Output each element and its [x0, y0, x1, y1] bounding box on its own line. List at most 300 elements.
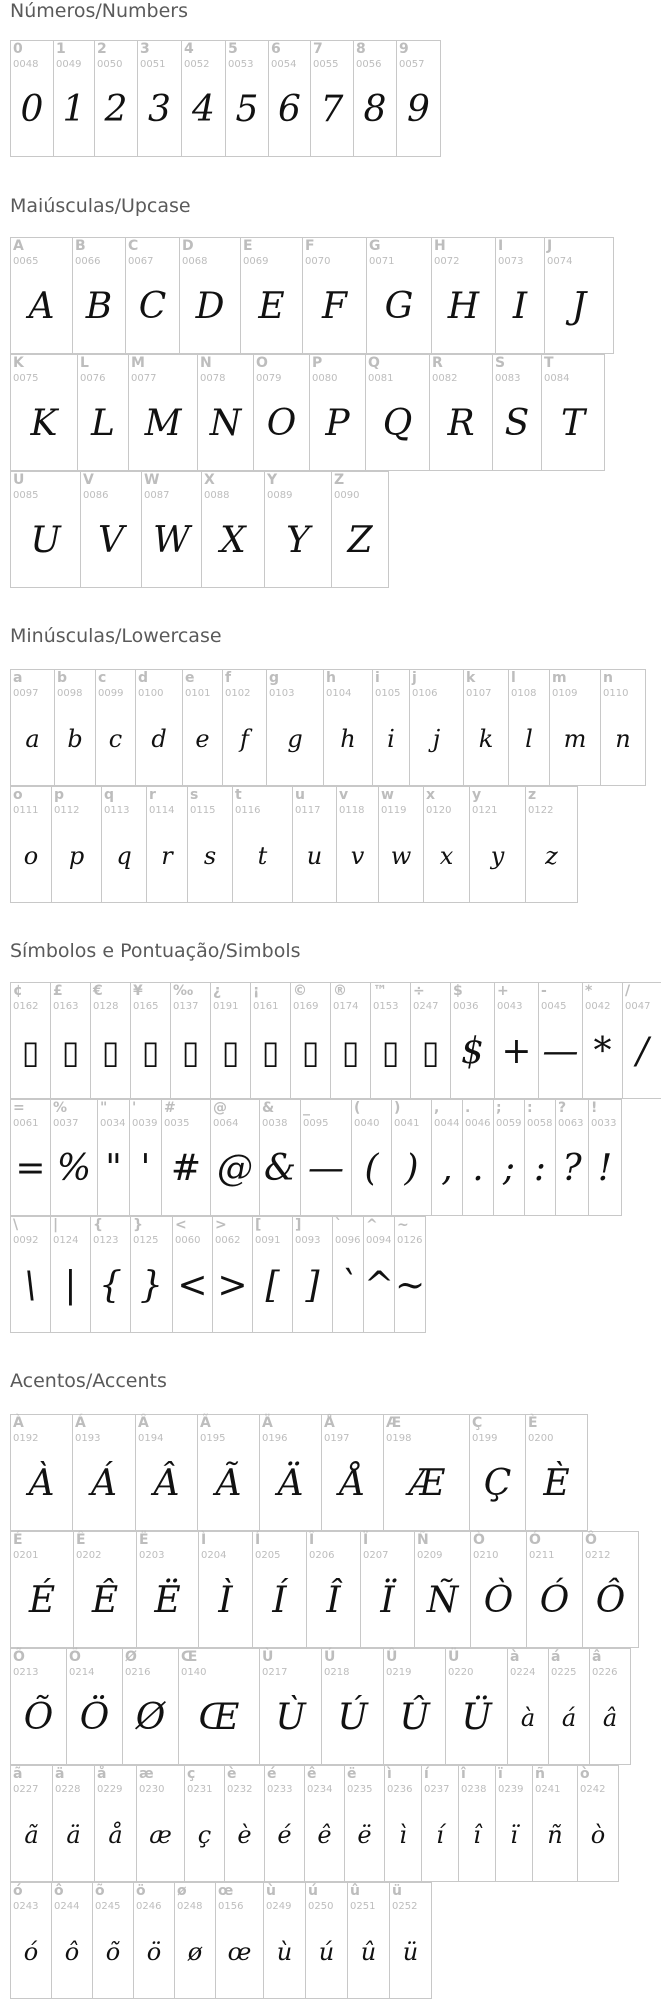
- glyph-char-label: 0: [13, 41, 23, 57]
- glyph-cell: [300, 1099, 352, 1216]
- glyph-sample: C: [138, 286, 167, 327]
- glyph-sample: /: [636, 1031, 649, 1072]
- glyph-cell: [141, 471, 202, 588]
- glyph-sample: #: [170, 1148, 202, 1189]
- glyph-char-label: `: [335, 1217, 342, 1233]
- glyph-cell: [268, 40, 311, 157]
- glyph-char-label: ÷: [413, 983, 425, 999]
- glyph-char-label: a: [13, 670, 23, 686]
- glyph-row: [10, 1882, 431, 1999]
- glyph-sample: ▯: [221, 1033, 240, 1071]
- glyph-cell: [240, 237, 303, 354]
- glyph-cell: [125, 237, 180, 354]
- glyph-sample: õ: [105, 1938, 121, 1966]
- glyph-sample: ;: [502, 1148, 516, 1189]
- glyph-cell: [146, 786, 188, 903]
- glyph-cell: [224, 1765, 265, 1882]
- glyph-char-label: ¢: [13, 983, 23, 999]
- glyph-sample: í: [436, 1821, 444, 1849]
- glyph-sample: ▯: [341, 1033, 360, 1071]
- glyph-cell: [555, 1099, 589, 1216]
- glyph-char-label: Ù: [262, 1649, 274, 1665]
- glyph-char-label: Ò: [473, 1532, 485, 1548]
- glyph-char-label: Y: [267, 472, 278, 488]
- glyph-code: 0074: [547, 256, 573, 267]
- glyph-cell: [215, 1882, 264, 1999]
- glyph-char-label: ,: [434, 1100, 440, 1116]
- glyph-code: 0192: [13, 1433, 39, 1444]
- glyph-sample: f: [240, 725, 249, 753]
- glyph-row: [10, 1414, 587, 1531]
- glyph-sample: S: [504, 403, 530, 444]
- glyph-char-label: Ï: [363, 1532, 369, 1548]
- glyph-code: 0064: [213, 1118, 239, 1129]
- glyph-sample: ï: [510, 1821, 518, 1849]
- glyph-code: 0042: [585, 1001, 611, 1012]
- glyph-cell: [493, 1099, 525, 1216]
- glyph-code: 0161: [253, 1001, 279, 1012]
- glyph-code: 0087: [144, 490, 170, 501]
- glyph-cell: [391, 1099, 432, 1216]
- glyph-code: 0095: [303, 1118, 329, 1129]
- glyph-char-label: ~: [397, 1217, 409, 1233]
- glyph-sample: Â: [153, 1463, 180, 1504]
- glyph-char-label: 8: [356, 41, 366, 57]
- glyph-sample: V: [98, 520, 124, 561]
- glyph-char-label: 4: [184, 41, 194, 57]
- glyph-code: 0165: [133, 1001, 159, 1012]
- glyph-sample: c: [108, 725, 123, 753]
- glyph-sample: 3: [148, 89, 171, 130]
- glyph-sample: O: [266, 403, 297, 444]
- glyph-char-label: ?: [558, 1100, 567, 1116]
- glyph-char-label: O: [256, 355, 268, 371]
- glyph-sample: Ä: [277, 1463, 304, 1504]
- glyph-code: 0067: [128, 256, 154, 267]
- glyph-char-label: Ö: [69, 1649, 81, 1665]
- glyph-cell: [50, 982, 91, 1099]
- glyph-char-label: S: [495, 355, 506, 371]
- glyph-sample: G: [384, 286, 414, 327]
- glyph-code: 0055: [313, 59, 339, 70]
- glyph-code: 0100: [138, 688, 164, 699]
- glyph-cell: [182, 669, 223, 786]
- glyph-sample: ö: [146, 1938, 162, 1966]
- glyph-cell: [210, 982, 251, 1099]
- glyph-sample: D: [195, 286, 225, 327]
- glyph-code: 0194: [138, 1433, 164, 1444]
- glyph-cell: [290, 982, 331, 1099]
- glyph-cell: [10, 1531, 74, 1648]
- glyph-char-label: ': [132, 1100, 137, 1116]
- glyph-sample: r: [161, 842, 173, 870]
- glyph-sample: Ô: [595, 1580, 626, 1621]
- glyph-sample: ▯: [21, 1033, 40, 1071]
- glyph-code: 0213: [13, 1667, 39, 1678]
- glyph-cell: [10, 1099, 51, 1216]
- glyph-cell: [197, 354, 254, 471]
- glyph-cell: [259, 1099, 301, 1216]
- glyph-char-label: m: [552, 670, 567, 686]
- glyph-char-label: C: [128, 238, 139, 254]
- glyph-cell: [305, 1882, 348, 1999]
- glyph-cell: [351, 1099, 392, 1216]
- glyph-sample: Ç: [483, 1463, 512, 1504]
- glyph-cell: [494, 982, 539, 1099]
- glyph-code: 0216: [125, 1667, 151, 1678]
- glyph-code: 0235: [347, 1784, 373, 1795]
- glyph-code: 0056: [356, 59, 382, 70]
- glyph-sample: ▯: [301, 1033, 320, 1071]
- glyph-cell: [344, 1765, 385, 1882]
- glyph-char-label: j: [412, 670, 417, 686]
- glyph-cell: [51, 1882, 93, 1999]
- glyph-cell: [187, 786, 233, 903]
- glyph-cell: [136, 1765, 185, 1882]
- glyph-sample: :: [533, 1148, 547, 1189]
- glyph-code: 0072: [434, 256, 460, 267]
- glyph-code: 0196: [262, 1433, 288, 1444]
- glyph-cell: [538, 982, 583, 1099]
- glyph-char-label: å: [97, 1766, 107, 1782]
- glyph-sample: É: [28, 1580, 56, 1621]
- glyph-sample: ø: [187, 1938, 203, 1966]
- glyph-sample: h: [340, 725, 356, 753]
- glyph-char-label: ó: [13, 1883, 23, 1899]
- glyph-char-label: Õ: [13, 1649, 25, 1665]
- glyph-row: [10, 669, 645, 786]
- glyph-code: 0071: [369, 256, 395, 267]
- glyph-cell: [266, 669, 324, 786]
- glyph-sample: ▯: [61, 1033, 80, 1071]
- glyph-char-label: .: [465, 1100, 471, 1116]
- glyph-cell: [253, 354, 310, 471]
- glyph-sample: Ï: [380, 1580, 395, 1621]
- glyph-sample: 1: [62, 89, 86, 130]
- glyph-sample: È: [543, 1463, 570, 1504]
- glyph-char-label: *: [585, 983, 593, 999]
- glyph-sample: ~: [395, 1265, 425, 1306]
- glyph-cell: [135, 1414, 198, 1531]
- glyph-cell: [51, 786, 102, 903]
- glyph-sample: +: [501, 1031, 532, 1072]
- glyph-cell: [72, 237, 126, 354]
- glyph-code: 0241: [535, 1784, 561, 1795]
- glyph-code: 0051: [140, 59, 166, 70]
- glyph-char-label: Z: [334, 472, 345, 488]
- glyph-char-label: e: [185, 670, 195, 686]
- glyph-cell: [577, 1765, 619, 1882]
- glyph-char-label: ]: [295, 1217, 302, 1233]
- glyph-char-label: X: [204, 472, 215, 488]
- glyph-cell: [302, 237, 367, 354]
- glyph-code: 0200: [528, 1433, 554, 1444]
- glyph-sample: F: [322, 286, 347, 327]
- glyph-cell: [174, 1882, 216, 1999]
- glyph-cell: [582, 1531, 639, 1648]
- glyph-char-label: ô: [54, 1883, 64, 1899]
- glyph-code: 0040: [354, 1118, 380, 1129]
- glyph-code: 0070: [305, 256, 331, 267]
- glyph-code: 0198: [386, 1433, 412, 1444]
- glyph-cell: [600, 669, 646, 786]
- glyph-cell: [178, 1648, 260, 1765]
- glyph-char-label: @: [213, 1100, 227, 1116]
- glyph-sample: ▯: [141, 1033, 160, 1071]
- glyph-code: 0237: [424, 1784, 450, 1795]
- glyph-cell: [532, 1765, 578, 1882]
- glyph-cell: [10, 982, 51, 1099]
- glyph-char-label: q: [104, 787, 115, 803]
- glyph-code: 0038: [262, 1118, 288, 1129]
- glyph-row: [10, 1648, 630, 1765]
- glyph-cell: [161, 1099, 211, 1216]
- glyph-code: 0045: [541, 1001, 567, 1012]
- glyph-sample: i: [387, 725, 395, 753]
- glyph-code: 0245: [95, 1901, 121, 1912]
- section-title-upcase: Maiúsculas/Upcase: [10, 195, 191, 217]
- glyph-cell: [421, 1765, 459, 1882]
- glyph-sample: î: [473, 1821, 481, 1849]
- glyph-cell: [304, 1765, 345, 1882]
- glyph-code: 0199: [472, 1433, 498, 1444]
- glyph-cell: [97, 1099, 130, 1216]
- glyph-cell: [94, 40, 138, 157]
- glyph-code: 0212: [585, 1550, 611, 1561]
- glyph-row: [10, 1531, 638, 1648]
- glyph-cell: [52, 1765, 95, 1882]
- glyph-cell: [394, 1216, 426, 1333]
- glyph-char-label: ): [394, 1100, 401, 1116]
- glyph-cell: [310, 40, 354, 157]
- glyph-cell: [524, 1099, 556, 1216]
- glyph-code: 0080: [312, 373, 338, 384]
- glyph-char-label: b: [57, 670, 68, 686]
- glyph-char-label: E: [243, 238, 253, 254]
- glyph-sample: 0: [20, 89, 44, 130]
- glyph-sample: v: [350, 842, 365, 870]
- glyph-sample: è: [237, 1821, 252, 1849]
- glyph-sample: ó: [23, 1938, 39, 1966]
- glyph-code: 0153: [373, 1001, 399, 1012]
- glyph-cell: [323, 669, 373, 786]
- glyph-code: 0076: [80, 373, 106, 384]
- glyph-char-label: ç: [187, 1766, 196, 1782]
- glyph-sample: 2: [104, 89, 128, 130]
- glyph-sample: —: [542, 1031, 579, 1072]
- glyph-code: 0121: [472, 805, 498, 816]
- glyph-code: 0174: [333, 1001, 359, 1012]
- glyph-char-label: Î: [309, 1532, 315, 1548]
- glyph-sample: û: [360, 1938, 377, 1966]
- glyph-code: 0248: [177, 1901, 203, 1912]
- glyph-cell: [73, 1531, 137, 1648]
- glyph-cell: [383, 1648, 446, 1765]
- glyph-sample: U: [30, 520, 61, 561]
- glyph-code: 0197: [324, 1433, 350, 1444]
- glyph-code: 0243: [13, 1901, 39, 1912]
- glyph-cell: [378, 786, 424, 903]
- glyph-sample: Î: [326, 1580, 341, 1621]
- glyph-char-label: g: [269, 670, 280, 686]
- glyph-row: [10, 1765, 618, 1882]
- glyph-cell: [122, 1648, 179, 1765]
- glyph-char-label: Ä: [262, 1415, 273, 1431]
- glyph-sample: B: [85, 286, 113, 327]
- glyph-char-label: /: [625, 983, 631, 999]
- glyph-code: 0083: [495, 373, 521, 384]
- section-title-numbers: Números/Numbers: [10, 0, 188, 22]
- glyph-cell: [372, 669, 410, 786]
- glyph-char-label: Û: [386, 1649, 398, 1665]
- glyph-sample: K: [30, 403, 58, 444]
- glyph-char-label: B: [75, 238, 86, 254]
- glyph-cell: [252, 1531, 307, 1648]
- glyph-row: [10, 354, 604, 471]
- glyph-code: 0097: [13, 688, 39, 699]
- glyph-sample: {: [99, 1265, 122, 1306]
- glyph-cell: [423, 786, 470, 903]
- glyph-row: [10, 982, 661, 1099]
- glyph-char-label: N: [200, 355, 212, 371]
- glyph-code: 0234: [307, 1784, 333, 1795]
- glyph-code: 0217: [262, 1667, 288, 1678]
- glyph-code: 0050: [97, 59, 123, 70]
- glyph-cell: [54, 669, 96, 786]
- glyph-sample: R: [447, 403, 475, 444]
- glyph-char-label: %: [53, 1100, 68, 1116]
- glyph-sample: 7: [320, 89, 344, 130]
- glyph-cell: [53, 40, 95, 157]
- glyph-code: 0079: [256, 373, 282, 384]
- glyph-row: [10, 237, 613, 354]
- glyph-cell: [360, 1531, 415, 1648]
- glyph-cell: [292, 786, 337, 903]
- glyph-cell: [10, 40, 54, 157]
- glyph-code: 0093: [295, 1235, 321, 1246]
- glyph-code: 0058: [527, 1118, 553, 1129]
- glyph-sample: æ: [149, 1821, 172, 1849]
- glyph-code: 0111: [13, 805, 39, 816]
- glyph-char-label: ;: [496, 1100, 502, 1116]
- glyph-char-label: &: [262, 1100, 275, 1116]
- glyph-cell: [589, 1648, 631, 1765]
- glyph-cell: [321, 1414, 384, 1531]
- glyph-cell: [366, 237, 432, 354]
- glyph-cell: [321, 1648, 384, 1765]
- glyph-char-label: 9: [399, 41, 409, 57]
- glyph-code: 0091: [255, 1235, 281, 1246]
- glyph-char-label: +: [497, 983, 509, 999]
- glyph-sample: d: [151, 725, 167, 753]
- glyph-code: 0246: [136, 1901, 162, 1912]
- glyph-sample: q: [116, 842, 132, 870]
- glyph-cell: [197, 1414, 260, 1531]
- glyph-cell: [181, 40, 226, 157]
- glyph-cell: [66, 1648, 123, 1765]
- glyph-char-label: À: [13, 1415, 24, 1431]
- glyph-sample: Ù: [275, 1697, 306, 1738]
- glyph-cell: [347, 1882, 390, 1999]
- glyph-char-label: -: [541, 983, 547, 999]
- glyph-char-label: t: [235, 787, 242, 803]
- glyph-char-label: I: [498, 238, 504, 254]
- glyph-code: 0113: [104, 805, 130, 816]
- glyph-code: 0108: [511, 688, 537, 699]
- glyph-code: 0125: [133, 1235, 159, 1246]
- glyph-cell: [250, 982, 291, 1099]
- glyph-code: 0099: [98, 688, 124, 699]
- glyph-sample: Ã: [215, 1463, 242, 1504]
- glyph-sample: m: [563, 725, 587, 753]
- glyph-char-label: ¿: [213, 983, 222, 999]
- glyph-code: 0054: [271, 59, 297, 70]
- glyph-sample: À: [28, 1463, 55, 1504]
- glyph-char-label: Á: [75, 1415, 86, 1431]
- glyph-code: 0202: [76, 1550, 102, 1561]
- glyph-cell: [410, 982, 451, 1099]
- glyph-sample: é: [277, 1821, 292, 1849]
- glyph-code: 0163: [53, 1001, 79, 1012]
- glyph-char-label: é: [267, 1766, 277, 1782]
- glyph-char-label: Ñ: [417, 1532, 429, 1548]
- glyph-cell: [458, 1765, 496, 1882]
- glyph-char-label: ¡: [253, 983, 260, 999]
- glyph-code: 0081: [368, 373, 394, 384]
- glyph-code: 0060: [175, 1235, 201, 1246]
- glyph-char-label: Í: [255, 1532, 261, 1548]
- glyph-sample: <: [177, 1265, 208, 1306]
- glyph-char-label: Ü: [448, 1649, 460, 1665]
- glyph-cell: [526, 1531, 583, 1648]
- glyph-char-label: :: [527, 1100, 533, 1116]
- glyph-code: 0109: [552, 688, 578, 699]
- glyph-sample: @: [217, 1148, 253, 1189]
- glyph-sample: (: [364, 1148, 379, 1189]
- glyph-sample: à: [520, 1704, 536, 1732]
- glyph-code: 0195: [200, 1433, 226, 1444]
- glyph-sample: b: [67, 725, 83, 753]
- glyph-code: 0169: [293, 1001, 319, 1012]
- glyph-sample: u: [306, 842, 323, 870]
- glyph-char-label: U: [13, 472, 25, 488]
- glyph-code: 0219: [386, 1667, 412, 1678]
- glyph-char-label: v: [339, 787, 349, 803]
- glyph-char-label: ¥: [133, 983, 143, 999]
- glyph-cell: [492, 354, 542, 471]
- glyph-code: 0191: [213, 1001, 239, 1012]
- glyph-char-label: c: [98, 670, 107, 686]
- glyph-char-label: D: [182, 238, 194, 254]
- glyph-row: [10, 786, 577, 903]
- glyph-sample: Ó: [539, 1580, 570, 1621]
- glyph-sample: ô: [64, 1938, 80, 1966]
- glyph-code: 0048: [13, 59, 39, 70]
- glyph-sample: Í: [272, 1580, 287, 1621]
- glyph-char-label: u: [295, 787, 305, 803]
- glyph-cell: [264, 471, 332, 588]
- glyph-sample: ã: [24, 1821, 39, 1849]
- glyph-char-label: i: [375, 670, 380, 686]
- glyph-sample: M: [144, 403, 182, 444]
- glyph-sample: a: [25, 725, 40, 753]
- glyph-cell: [544, 237, 614, 354]
- glyph-sample: &: [263, 1148, 297, 1189]
- glyph-cell: [172, 1216, 213, 1333]
- glyph-code: 0069: [243, 256, 269, 267]
- glyph-cell: [10, 1648, 67, 1765]
- glyph-cell: [292, 1216, 333, 1333]
